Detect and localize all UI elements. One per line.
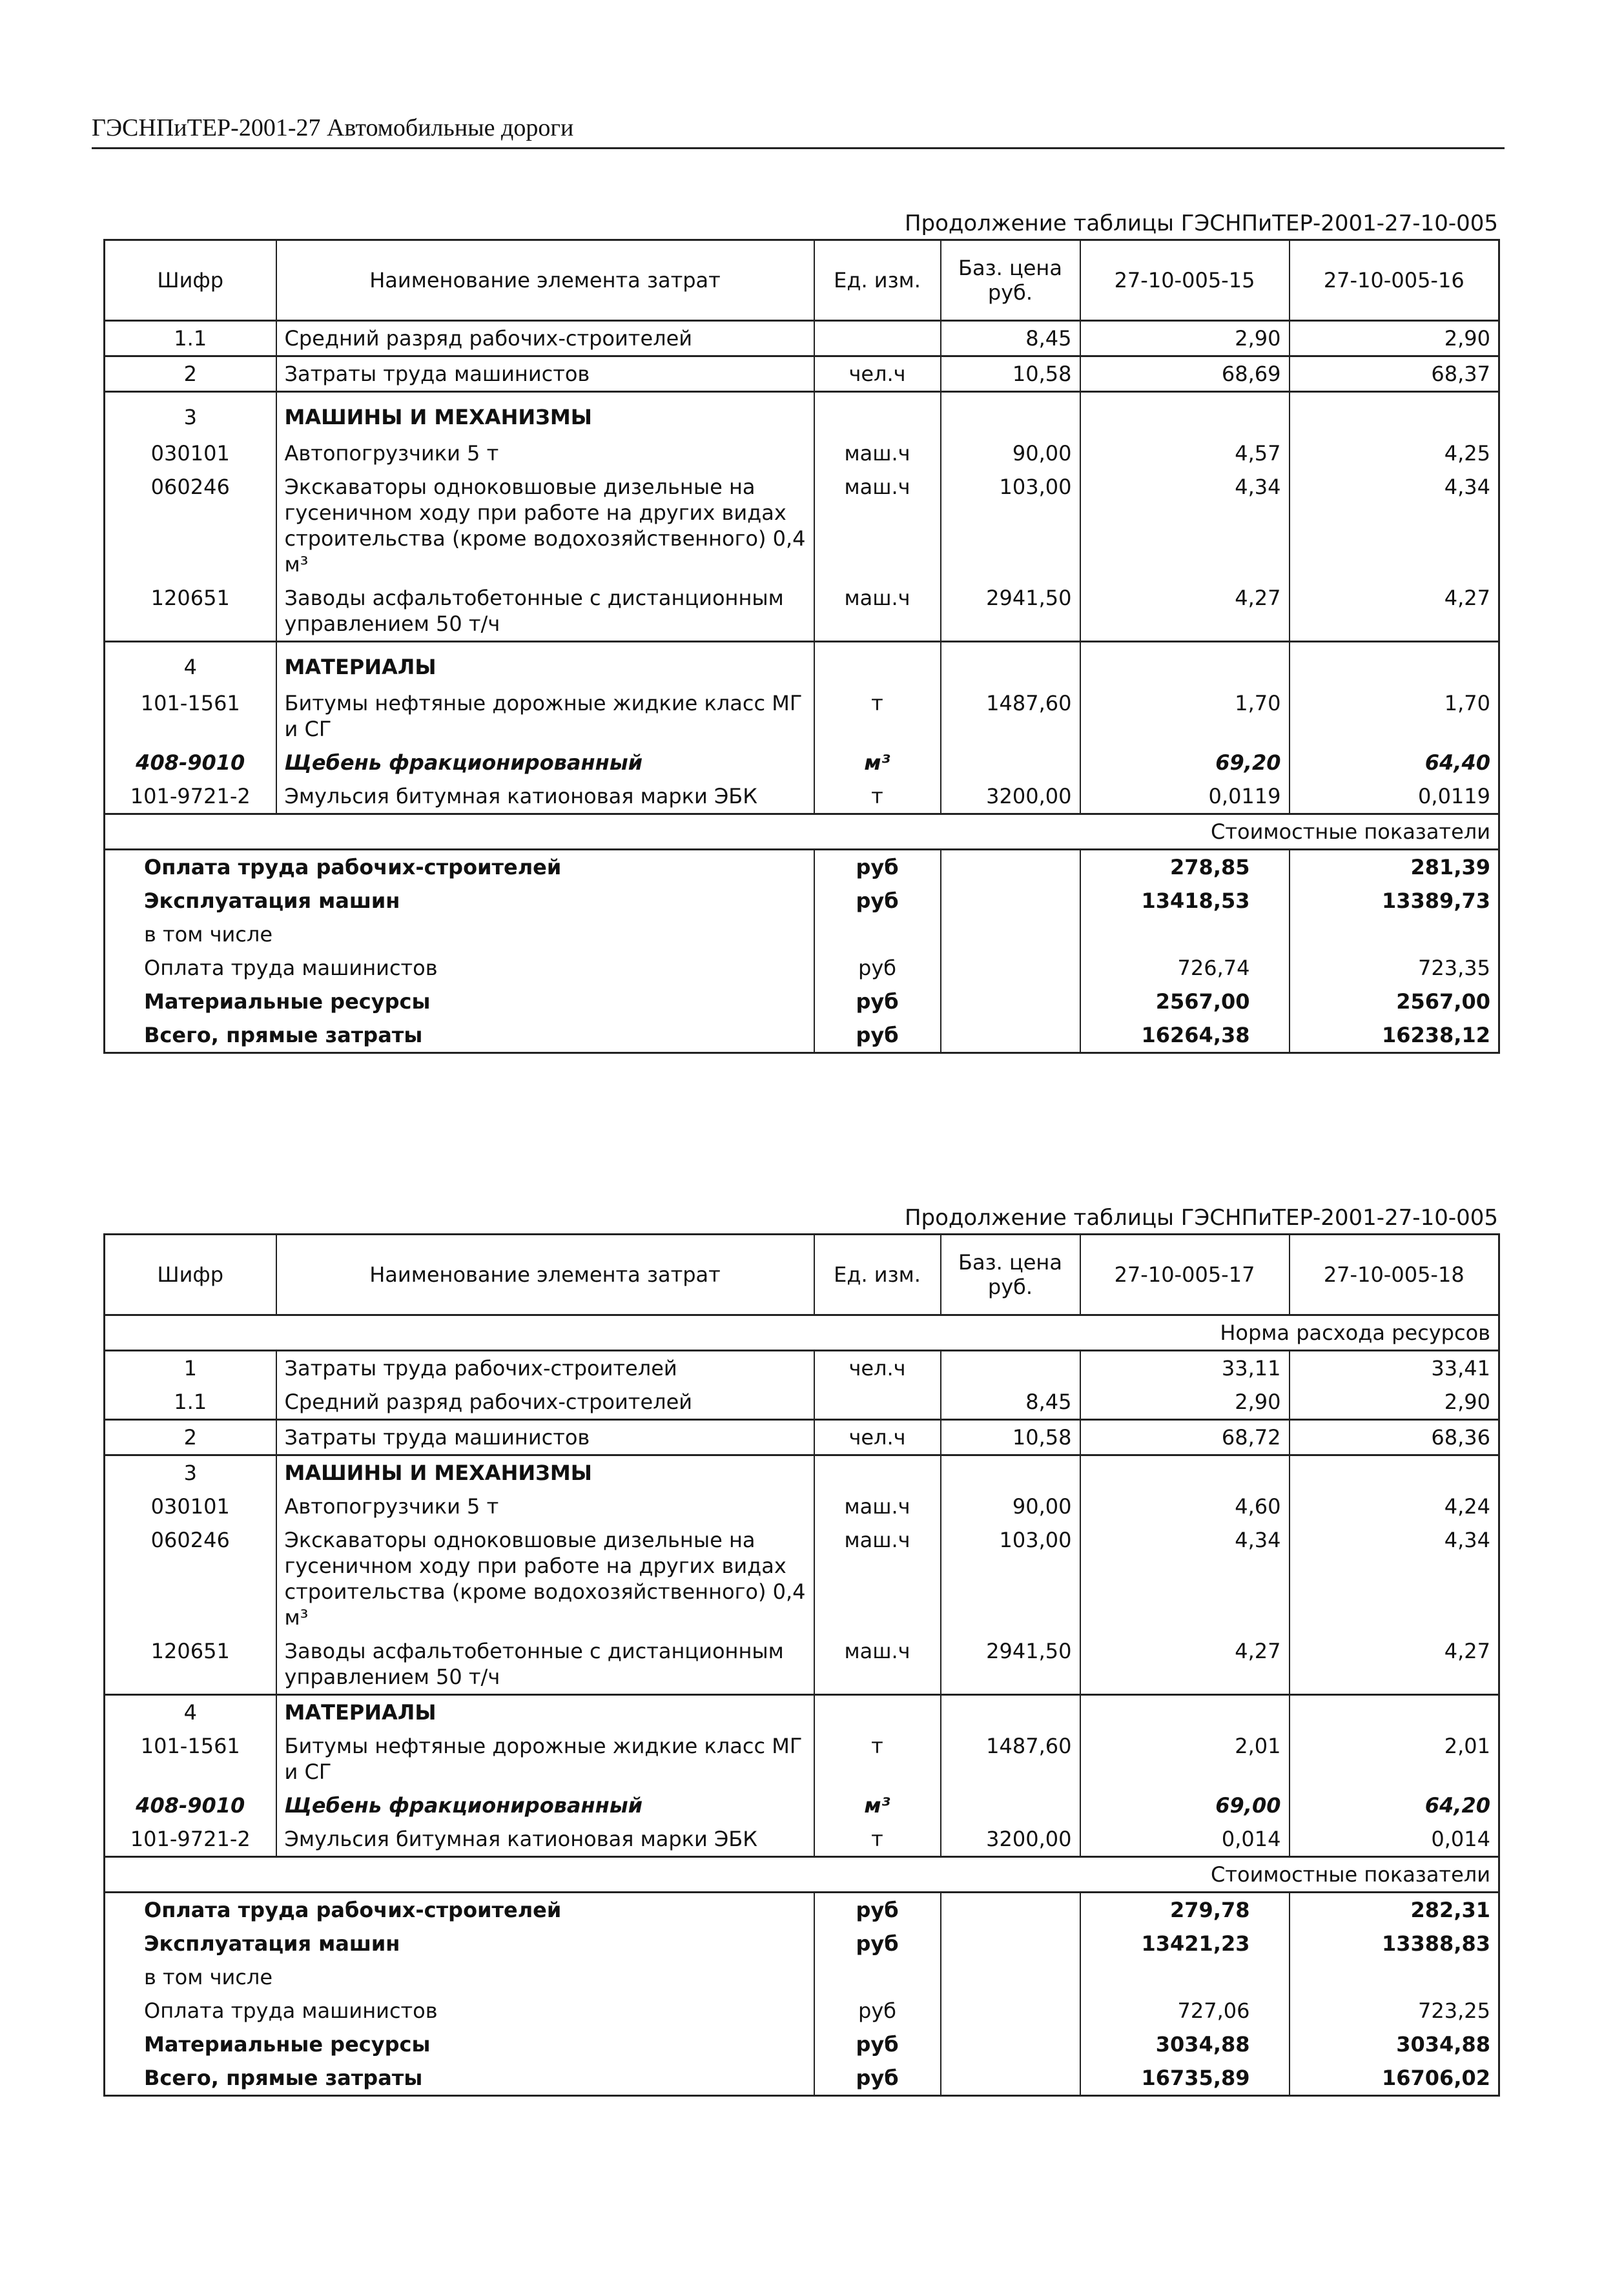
band-norm-label: Норма расхода ресурсов: [105, 1315, 1499, 1351]
cell-name: Щебень фракционированный: [276, 1789, 814, 1822]
cell-value-a: 68,72: [1080, 1420, 1290, 1455]
summary-price: [941, 2028, 1080, 2061]
cell-unit: м³: [814, 1789, 941, 1822]
cell-price: 103,00: [941, 1523, 1080, 1634]
cell-value-a: 4,57: [1080, 436, 1290, 470]
table-row: [105, 470, 1499, 581]
cell-value-b: 2,90: [1290, 1385, 1499, 1420]
summary-value-a: 3034,88: [1080, 2028, 1290, 2061]
cell-price: [941, 746, 1080, 779]
summary-row: [105, 1893, 1499, 1927]
band-row: [105, 1857, 1499, 1893]
cell-code: 408-9010: [105, 1789, 276, 1822]
summary-value-a: [1080, 1960, 1290, 1994]
summary-row: [105, 1960, 1499, 1994]
summary-name: Оплата труда рабочих-строителей: [105, 1893, 814, 1927]
summary-price: [941, 1018, 1080, 1053]
section-row: [105, 1455, 1499, 1490]
summary-value-a: 726,74: [1080, 951, 1290, 985]
header-price: Баз. цена руб.: [941, 1235, 1080, 1315]
cell-price: [941, 1695, 1080, 1730]
cell-value-a: 0,014: [1080, 1822, 1290, 1857]
summary-unit: руб: [814, 1994, 941, 2028]
cell-value-a: 4,27: [1080, 581, 1290, 642]
cell-value-b: 68,36: [1290, 1420, 1499, 1455]
cell-value-a: 1,70: [1080, 686, 1290, 746]
cell-code: 060246: [105, 1523, 276, 1634]
cell-code: 101-9721-2: [105, 779, 276, 814]
summary-price: [941, 850, 1080, 885]
cell-unit: [814, 642, 941, 687]
page-header: [92, 114, 1505, 149]
cell-value-b: 33,41: [1290, 1351, 1499, 1386]
summary-price: [941, 1927, 1080, 1960]
cost-table-1: [103, 208, 1498, 1054]
cell-name: Щебень фракционированный: [276, 746, 814, 779]
cell-value-a: 4,34: [1080, 1523, 1290, 1634]
summary-unit: руб: [814, 1018, 941, 1053]
cell-unit: маш.ч: [814, 581, 941, 642]
summary-unit: руб: [814, 1927, 941, 1960]
summary-unit: руб: [814, 951, 941, 985]
cell-unit: т: [814, 779, 941, 814]
cell-value-a: [1080, 1695, 1290, 1730]
band-row: [105, 814, 1499, 850]
cell-name: Средний разряд рабочих-строителей: [276, 1385, 814, 1420]
summary-value-b: 3034,88: [1290, 2028, 1499, 2061]
cell-code: 2: [105, 1420, 276, 1455]
table-row: [105, 686, 1499, 746]
cell-unit: м³: [814, 746, 941, 779]
summary-price: [941, 985, 1080, 1018]
cell-code: 030101: [105, 436, 276, 470]
cell-value-b: 64,40: [1290, 746, 1499, 779]
summary-value-b: [1290, 1960, 1499, 1994]
cell-unit: маш.ч: [814, 1634, 941, 1695]
cell-code: 030101: [105, 1490, 276, 1523]
cell-value-a: 0,0119: [1080, 779, 1290, 814]
summary-value-a: 2567,00: [1080, 985, 1290, 1018]
table-body: [105, 321, 1499, 1053]
cell-code: 408-9010: [105, 746, 276, 779]
summary-row: [105, 850, 1499, 885]
cell-code: 1.1: [105, 321, 276, 356]
cell-unit: [814, 1455, 941, 1490]
cell-price: [941, 392, 1080, 437]
summary-value-b: 281,39: [1290, 850, 1499, 885]
table-row: [105, 356, 1499, 392]
section-title: МАТЕРИАЛЫ: [276, 1695, 814, 1730]
summary-unit: руб: [814, 850, 941, 885]
summary-row: [105, 1927, 1499, 1960]
cell-price: 8,45: [941, 1385, 1080, 1420]
summary-unit: руб: [814, 884, 941, 918]
summary-value-b: 723,35: [1290, 951, 1499, 985]
cell-value-a: 33,11: [1080, 1351, 1290, 1386]
table-body: [105, 1315, 1499, 2096]
cell-unit: [814, 321, 941, 356]
summary-row: [105, 884, 1499, 918]
table-row: [105, 1634, 1499, 1695]
table-row: [105, 1385, 1499, 1420]
summary-name: Оплата труда машинистов: [105, 951, 814, 985]
cell-name: Затраты труда машинистов: [276, 1420, 814, 1455]
header-col-a: 27-10-005-17: [1080, 1235, 1290, 1315]
header-code: Шифр: [105, 1235, 276, 1315]
table-row: [105, 1420, 1499, 1455]
header-col-b: 27-10-005-16: [1290, 240, 1499, 321]
summary-value-a: 13421,23: [1080, 1927, 1290, 1960]
summary-name: Эксплуатация машин: [105, 1927, 814, 1960]
cell-unit: [814, 1385, 941, 1420]
summary-row: [105, 2061, 1499, 2096]
summary-value-b: 723,25: [1290, 1994, 1499, 2028]
resource-table: [103, 239, 1500, 1054]
cell-unit: т: [814, 1729, 941, 1789]
summary-price: [941, 884, 1080, 918]
cell-unit: чел.ч: [814, 1351, 941, 1386]
cell-value-a: 4,60: [1080, 1490, 1290, 1523]
cell-value-b: 0,0119: [1290, 779, 1499, 814]
table-row: [105, 1789, 1499, 1822]
resource-table: [103, 1233, 1500, 2097]
cell-value-b: 4,34: [1290, 1523, 1499, 1634]
summary-name: Эксплуатация машин: [105, 884, 814, 918]
cell-value-a: 4,27: [1080, 1634, 1290, 1695]
summary-value-b: 13388,83: [1290, 1927, 1499, 1960]
summary-value-a: 13418,53: [1080, 884, 1290, 918]
cell-name: Битумы нефтяные дорожные жидкие класс МГ и СГ: [276, 686, 814, 746]
header-unit: Ед. изм.: [814, 1235, 941, 1315]
table-row: [105, 581, 1499, 642]
cell-name: Заводы асфальтобетонные с дистанционным управлением 50 т/ч: [276, 1634, 814, 1695]
band-row: [105, 1315, 1499, 1351]
cell-unit: маш.ч: [814, 1523, 941, 1634]
cell-code: 1: [105, 1351, 276, 1386]
cell-value-b: 64,20: [1290, 1789, 1499, 1822]
cell-value-b: [1290, 1455, 1499, 1490]
cell-price: 10,58: [941, 356, 1080, 392]
summary-name: Всего, прямые затраты: [105, 1018, 814, 1053]
cell-price: 90,00: [941, 1490, 1080, 1523]
summary-value-b: 16706,02: [1290, 2061, 1499, 2096]
header-name: Наименование элемента затрат: [276, 240, 814, 321]
header-name: Наименование элемента затрат: [276, 1235, 814, 1315]
summary-unit: [814, 1960, 941, 1994]
band-cost-label: Стоимостные показатели: [105, 814, 1499, 850]
summary-unit: руб: [814, 985, 941, 1018]
cell-unit: чел.ч: [814, 1420, 941, 1455]
cell-code: 101-9721-2: [105, 1822, 276, 1857]
cell-value-b: 1,70: [1290, 686, 1499, 746]
header-col-a: 27-10-005-15: [1080, 240, 1290, 321]
cell-name: Экскаваторы одноковшовые дизельные на гусеничном ходу при работе на других видах строительства (кроме водохозяйственного) 0,4 м³: [276, 1523, 814, 1634]
table-row: [105, 436, 1499, 470]
cell-value-a: 69,20: [1080, 746, 1290, 779]
cell-price: 2941,50: [941, 581, 1080, 642]
summary-name: в том числе: [105, 1960, 814, 1994]
summary-row: [105, 951, 1499, 985]
table-row: [105, 746, 1499, 779]
summary-unit: руб: [814, 1893, 941, 1927]
table-row: [105, 779, 1499, 814]
summary-price: [941, 951, 1080, 985]
cell-name: Эмульсия битумная катионовая марки ЭБК: [276, 779, 814, 814]
summary-name: Всего, прямые затраты: [105, 2061, 814, 2096]
cell-value-b: 4,34: [1290, 470, 1499, 581]
summary-price: [941, 918, 1080, 951]
cell-price: 2941,50: [941, 1634, 1080, 1695]
cell-value-b: 4,25: [1290, 436, 1499, 470]
cell-value-b: 0,014: [1290, 1822, 1499, 1857]
table-row: [105, 1729, 1499, 1789]
table-row: [105, 1523, 1499, 1634]
summary-unit: руб: [814, 2028, 941, 2061]
table-header-row: [105, 240, 1499, 321]
table-row: [105, 1351, 1499, 1386]
cell-code: 2: [105, 356, 276, 392]
summary-price: [941, 1994, 1080, 2028]
summary-name: Оплата труда рабочих-строителей: [105, 850, 814, 885]
summary-price: [941, 1960, 1080, 1994]
summary-value-b: 2567,00: [1290, 985, 1499, 1018]
band-cost-label: Стоимостные показатели: [105, 1857, 1499, 1893]
cell-value-a: [1080, 642, 1290, 687]
cell-price: 103,00: [941, 470, 1080, 581]
cell-value-b: [1290, 1695, 1499, 1730]
summary-unit: [814, 918, 941, 951]
table-row: [105, 321, 1499, 356]
cell-price: 1487,60: [941, 1729, 1080, 1789]
summary-row: [105, 1994, 1499, 2028]
summary-value-b: 16238,12: [1290, 1018, 1499, 1053]
cell-code: 060246: [105, 470, 276, 581]
summary-price: [941, 2061, 1080, 2096]
cell-value-b: 4,27: [1290, 1634, 1499, 1695]
summary-value-a: 16735,89: [1080, 2061, 1290, 2096]
summary-price: [941, 1893, 1080, 1927]
cell-name: Затраты труда машинистов: [276, 356, 814, 392]
cell-value-b: 2,01: [1290, 1729, 1499, 1789]
cell-unit: маш.ч: [814, 436, 941, 470]
cell-unit: чел.ч: [814, 356, 941, 392]
cell-name: Автопогрузчики 5 т: [276, 436, 814, 470]
cell-code: 3: [105, 392, 276, 437]
cell-code: 3: [105, 1455, 276, 1490]
cell-price: [941, 1455, 1080, 1490]
cell-code: 101-1561: [105, 1729, 276, 1789]
cell-name: Средний разряд рабочих-строителей: [276, 321, 814, 356]
table-row: [105, 1490, 1499, 1523]
table-header-row: [105, 1235, 1499, 1315]
cell-unit: [814, 1695, 941, 1730]
cell-value-a: 68,69: [1080, 356, 1290, 392]
summary-value-a: 727,06: [1080, 1994, 1290, 2028]
cell-value-a: [1080, 392, 1290, 437]
cell-name: Заводы асфальтобетонные с дистанционным управлением 50 т/ч: [276, 581, 814, 642]
header-code: Шифр: [105, 240, 276, 321]
cell-price: [941, 642, 1080, 687]
cell-code: 120651: [105, 581, 276, 642]
cell-value-b: [1290, 642, 1499, 687]
summary-value-b: 282,31: [1290, 1893, 1499, 1927]
table-row: [105, 1822, 1499, 1857]
cell-value-b: [1290, 392, 1499, 437]
cell-code: 1.1: [105, 1385, 276, 1420]
summary-unit: руб: [814, 2061, 941, 2096]
cell-code: 4: [105, 642, 276, 687]
cell-value-a: [1080, 1455, 1290, 1490]
section-title: МАТЕРИАЛЫ: [276, 642, 814, 687]
summary-name: Оплата труда машинистов: [105, 1994, 814, 2028]
cell-price: 10,58: [941, 1420, 1080, 1455]
cell-value-a: 4,34: [1080, 470, 1290, 581]
section-title: МАШИНЫ И МЕХАНИЗМЫ: [276, 392, 814, 437]
cell-code: 4: [105, 1695, 276, 1730]
cell-value-a: 69,00: [1080, 1789, 1290, 1822]
cell-name: Автопогрузчики 5 т: [276, 1490, 814, 1523]
cell-unit: маш.ч: [814, 470, 941, 581]
cell-price: 1487,60: [941, 686, 1080, 746]
cell-name: Эмульсия битумная катионовая марки ЭБК: [276, 1822, 814, 1857]
cell-price: 90,00: [941, 436, 1080, 470]
summary-name: Материальные ресурсы: [105, 2028, 814, 2061]
cell-unit: маш.ч: [814, 1490, 941, 1523]
cell-price: 8,45: [941, 321, 1080, 356]
cell-price: 3200,00: [941, 779, 1080, 814]
table-continuation-caption: Продолжение таблицы ГЭСНПиТЕР-2001-27-10-005: [904, 211, 1498, 236]
cost-table-2: [103, 1202, 1498, 2097]
section-row: [105, 1695, 1499, 1730]
page-header-title: ГЭСНПиТЕР-2001-27 Автомобильные дороги: [92, 114, 574, 141]
summary-name: Материальные ресурсы: [105, 985, 814, 1018]
header-unit: Ед. изм.: [814, 240, 941, 321]
section-title: МАШИНЫ И МЕХАНИЗМЫ: [276, 1455, 814, 1490]
summary-value-b: [1290, 918, 1499, 951]
cell-value-a: 2,01: [1080, 1729, 1290, 1789]
cell-unit: [814, 392, 941, 437]
cell-unit: т: [814, 1822, 941, 1857]
cell-value-b: 2,90: [1290, 321, 1499, 356]
cell-value-b: 4,27: [1290, 581, 1499, 642]
cell-code: 120651: [105, 1634, 276, 1695]
cell-price: 3200,00: [941, 1822, 1080, 1857]
summary-row: [105, 985, 1499, 1018]
cell-value-a: 2,90: [1080, 1385, 1290, 1420]
section-row: [105, 392, 1499, 437]
cell-value-b: 4,24: [1290, 1490, 1499, 1523]
summary-row: [105, 2028, 1499, 2061]
cell-value-a: 2,90: [1080, 321, 1290, 356]
cell-value-b: 68,37: [1290, 356, 1499, 392]
cell-name: Битумы нефтяные дорожные жидкие класс МГ и СГ: [276, 1729, 814, 1789]
cell-price: [941, 1789, 1080, 1822]
header-price: Баз. цена руб.: [941, 240, 1080, 321]
summary-value-a: 278,85: [1080, 850, 1290, 885]
summary-value-a: 279,78: [1080, 1893, 1290, 1927]
summary-row: [105, 1018, 1499, 1053]
cell-unit: т: [814, 686, 941, 746]
summary-value-a: [1080, 918, 1290, 951]
summary-value-b: 13389,73: [1290, 884, 1499, 918]
summary-name: в том числе: [105, 918, 814, 951]
section-row: [105, 642, 1499, 687]
cell-name: Затраты труда рабочих-строителей: [276, 1351, 814, 1386]
cell-price: [941, 1351, 1080, 1386]
summary-value-a: 16264,38: [1080, 1018, 1290, 1053]
cell-code: 101-1561: [105, 686, 276, 746]
cell-name: Экскаваторы одноковшовые дизельные на гусеничном ходу при работе на других видах строительства (кроме водохозяйственного) 0,4 м³: [276, 470, 814, 581]
table-continuation-caption: Продолжение таблицы ГЭСНПиТЕР-2001-27-10-005: [904, 1205, 1498, 1231]
header-col-b: 27-10-005-18: [1290, 1235, 1499, 1315]
summary-row: [105, 918, 1499, 951]
